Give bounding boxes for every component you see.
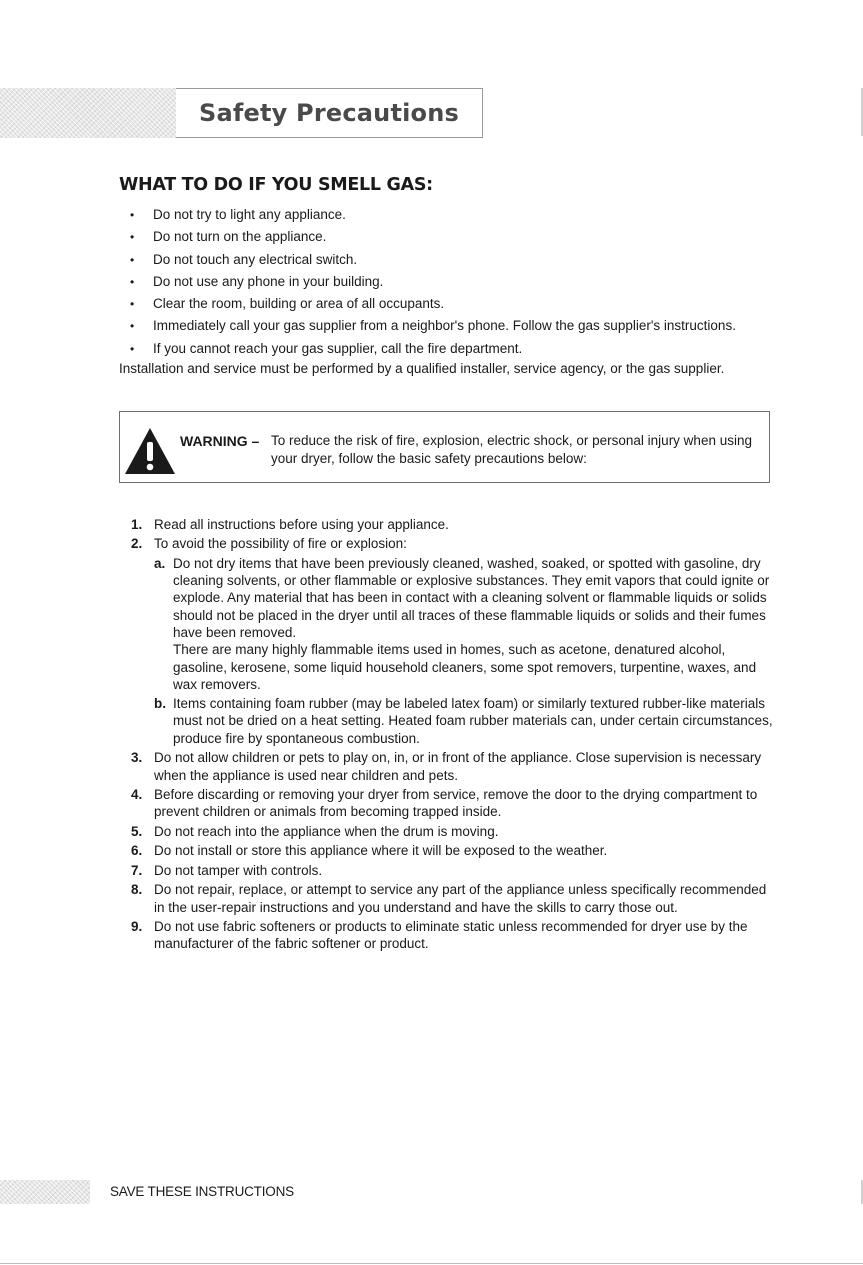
sub-item [154,695,776,747]
item-number: 8. [131,882,143,898]
precaution-item [131,881,776,916]
item-text: Before discarding or removing your dryer from service, remove the door to the drying compartment to prevent children or animals from becoming trapped inside. [154,787,758,820]
item-number: 5. [131,823,143,839]
gas-section-heading: WHAT TO DO IF YOU SMELL GAS: [119,175,433,195]
sub-item-letter: a. [154,555,166,571]
page-title: Safety Precautions [198,99,460,127]
precaution-item [131,862,776,879]
precaution-item [131,749,776,784]
item-text: Do not tamper with controls. [154,862,323,878]
item-number: 3. [131,750,143,766]
item-text: To avoid the possibility of fire or explosion: [154,536,407,552]
warning-triangle-icon [123,426,177,476]
header-pattern-band [0,88,176,138]
sub-item-text: There are many highly flammable items used in homes, such as acetone, denatured alcohol, gasoline, kerosene, some liquid household cleaners, some spot removers, turpentine, waxes, and wax removers. [173,642,757,692]
footer-pattern-band [0,1180,90,1204]
warning-label: WARNING – [180,433,260,449]
item-number: 2. [131,536,143,552]
gas-list-item: • Do not turn on the appliance. [130,226,736,248]
sub-item-text: Items containing foam rubber (may be labeled latex foam) or similarly textured rubber-like materials must not be dried on a heat setting. Heated foam rubber materials can, under certain circumstances, produce fire by spontaneous combustion. [173,696,773,746]
precaution-item [131,918,776,953]
item-text: Read all instructions before using your appliance. [154,517,449,532]
warning-box [119,411,770,483]
item-text: Do not repair, replace, or attempt to service any part of the appliance unless specifically recommended in the user-repair instructions and you understand and have the skills to carry those out. [154,882,767,915]
gas-list-item: • Do not use any phone in your building. [130,271,736,293]
footer-text: SAVE THESE INSTRUCTIONS [110,1184,294,1199]
installation-note: Installation and service must be performed by a qualified installer, service agency, or the gas supplier. [119,361,725,376]
item-number: 1. [131,517,143,532]
item-number: 6. [131,843,143,859]
warning-text: To reduce the risk of fire, explosion, electric shock, or personal injury when using your dryer, follow the basic safety precautions below: [271,433,752,466]
item-text: Do not allow children or pets to play on, in, or in front of the appliance. Close supervision is necessary when the appliance is used near children and pets. [154,750,762,783]
gas-instructions-list [130,204,736,360]
header-title-box [176,88,483,138]
item-number: 4. [131,787,143,803]
sub-item-text: Do not dry items that have been previously cleaned, washed, soaked, or spotted with gasoline, dry cleaning solvents, or other flammable or explosive substances. They emit vapors that could ignite or explode. Any material that has been in contact with a cleaning solvent or flammable liquids or solids should not be placed in the dryer until all traces of these flammable liquids or solids and their fumes have been removed. [173,555,770,640]
precaution-item [131,516,776,533]
gas-list-item: • Clear the room, building or area of all occupants. [130,293,736,315]
gas-list-item: • If you cannot reach your gas supplier, call the fire department. [130,338,736,360]
item-number: 9. [131,919,143,935]
gas-list-item: • Do not touch any electrical switch. [130,249,736,271]
sub-item-letter: b. [154,696,166,712]
precaution-item [131,786,776,821]
gas-list-item: • Immediately call your gas supplier from a neighbor's phone. Follow the gas supplier's instructions. [130,315,736,337]
item-text: Do not install or store this appliance where it will be exposed to the weather. [154,843,608,859]
item-text: Do not reach into the appliance when the drum is moving. [154,823,499,839]
precaution-item [131,535,776,747]
item-number: 7. [131,862,143,878]
gas-list-item: • Do not try to light any appliance. [130,204,736,226]
bottom-rule [0,1263,863,1264]
item-text: Do not use fabric softeners or products to eliminate static unless recommended for dryer use by the manufacturer of the fabric softener or product. [154,919,748,952]
precaution-item [131,842,776,859]
precaution-item [131,823,776,840]
safety-precautions-list [131,516,776,955]
sub-item [154,555,776,693]
sub-list [154,555,776,747]
